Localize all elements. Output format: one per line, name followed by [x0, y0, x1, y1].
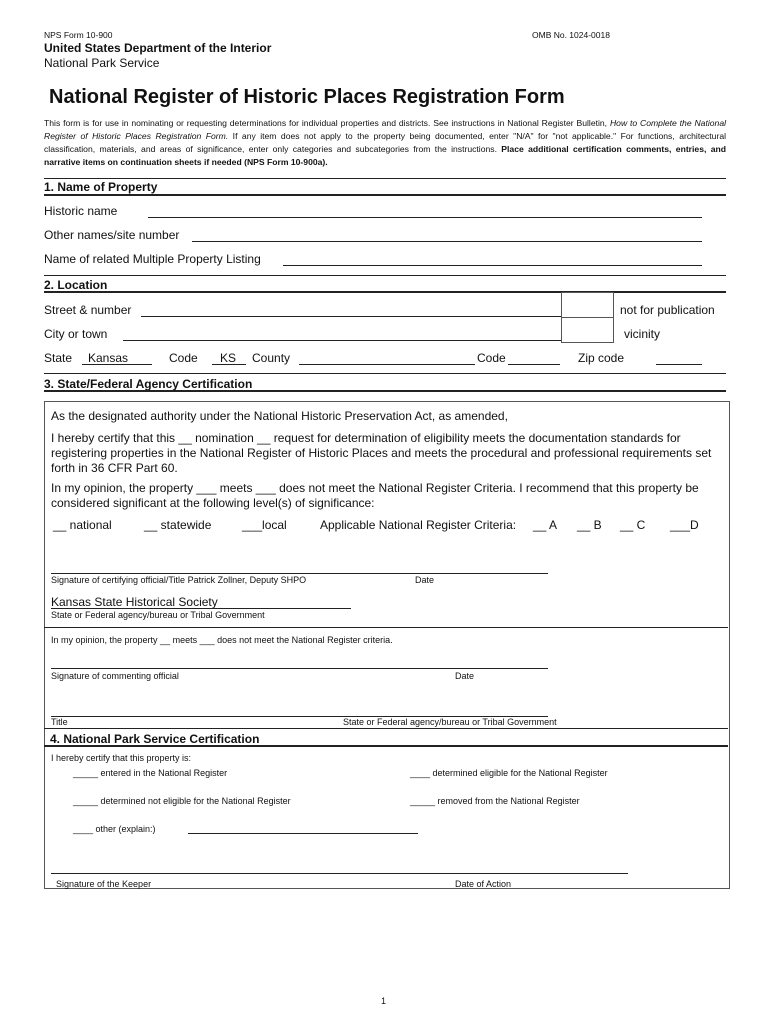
divider — [44, 178, 726, 179]
section-1-title: 1. Name of Property — [44, 180, 158, 194]
vicinity-label: vicinity — [624, 327, 661, 341]
historic-name-field[interactable] — [148, 217, 702, 218]
commenting-opinion: In my opinion, the property __ meets ___ does not meet the National Register criteria. — [51, 635, 393, 645]
street-field[interactable] — [141, 316, 561, 317]
intro-continuation-note: Place additional certification comments, entries, and narrative items on continuation sheets if needed (NPS Form 10-900a). — [44, 144, 726, 167]
agency-label-2: State or Federal agency/bureau or Tribal Government — [343, 717, 557, 727]
intro-part-2: If any item does not apply to the property being documented, enter "N/A" for "not applicable." For functions, architectural classification, materials, and areas of significance, enter only categories and subcategories from the instructions. — [44, 131, 727, 154]
title-label: Title — [51, 717, 68, 727]
authority-statement: As the designated authority under the National Historic Preservation Act, as amended, — [51, 409, 508, 423]
page-number: 1 — [381, 996, 387, 1006]
certify-statement: I hereby certify that this __ nomination __ request for determination of eligibility meets the documentation standards for registering properties in the National Register of Historic Places and meets the procedural and professional requirements set forth in 36 CFR Part 60. — [51, 431, 712, 475]
agency-underline — [51, 608, 351, 609]
department-name: United States Department of the Interior — [44, 41, 272, 55]
not-for-publication-label: not for publication — [620, 303, 715, 317]
other-names-label: Other names/site number — [44, 228, 180, 242]
zip-field[interactable] — [656, 364, 702, 365]
signature-commenting-label: Signature of commenting official — [51, 671, 179, 681]
state-code-value[interactable]: KS — [220, 351, 237, 365]
section-3-title: 3. State/Federal Agency Certification — [44, 377, 253, 391]
state-code-label: Code — [169, 351, 198, 365]
omb-number: OMB No. 1024-0018 — [532, 30, 610, 40]
divider — [44, 275, 726, 276]
divider — [44, 373, 726, 374]
agency-label: State or Federal agency/bureau or Tribal Government — [51, 610, 265, 620]
criteria-c[interactable]: __ C — [620, 518, 646, 532]
criteria-b[interactable]: __ B — [577, 518, 602, 532]
state-value[interactable]: Kansas — [88, 351, 129, 365]
not-eligible-option[interactable]: _____ determined not eligible for the National Register — [73, 796, 291, 806]
other-explain-field[interactable] — [188, 833, 418, 834]
criteria-a[interactable]: __ A — [533, 518, 558, 532]
determined-eligible-option[interactable]: ____ determined eligible for the National Register — [410, 768, 608, 778]
county-code-field[interactable] — [508, 364, 560, 365]
divider — [44, 745, 728, 747]
divider — [44, 291, 726, 293]
intro-part-1: This form is for use in nominating or requesting determinations for individual properties and districts. See instructions in National Register Bulletin, — [44, 118, 608, 128]
historic-name-label: Historic name — [44, 204, 118, 218]
county-field[interactable] — [299, 364, 475, 365]
nps-certify-statement: I hereby certify that this property is: — [51, 753, 192, 763]
county-label: County — [252, 351, 291, 365]
zip-label: Zip code — [578, 351, 625, 365]
intro-bulletin-title: How to Complete the National Register of Historic Places Registration Form. — [44, 118, 727, 141]
divider — [44, 627, 728, 628]
keeper-signature-label: Signature of the Keeper — [56, 879, 152, 889]
street-label: Street & number — [44, 303, 132, 317]
related-listing-label: Name of related Multiple Property Listing — [44, 252, 261, 266]
city-label: City or town — [44, 327, 108, 341]
criteria-label: Applicable National Register Criteria: — [320, 518, 517, 532]
level-national[interactable]: __ national — [53, 518, 112, 532]
level-statewide[interactable]: __ statewide — [144, 518, 212, 532]
date-label: Date — [415, 575, 435, 585]
signature-certifying-line[interactable] — [51, 573, 548, 574]
criteria-d[interactable]: ___D — [670, 518, 699, 532]
opinion-statement: In my opinion, the property ___ meets ___ does not meet the National Register Criteria. I recommend that this property be considered significant at the following level(s) of significance: — [51, 481, 699, 510]
signature-certifying-label: Signature of certifying official/Title Patrick Zollner, Deputy SHPO — [51, 575, 307, 585]
signature-commenting-line[interactable] — [51, 668, 548, 669]
date-of-action-label: Date of Action — [455, 879, 512, 889]
state-underline — [82, 364, 152, 365]
state-label: State — [44, 351, 73, 365]
agency-value[interactable]: Kansas State Historical Society — [51, 595, 218, 609]
county-code-label: Code — [477, 351, 506, 365]
divider — [44, 194, 726, 196]
state-code-underline — [212, 364, 246, 365]
form-number: NPS Form 10-900 — [44, 30, 113, 40]
divider — [44, 390, 726, 392]
keeper-signature-line[interactable] — [51, 873, 628, 874]
intro-text — [44, 117, 726, 169]
section-4-title: 4. National Park Service Certification — [50, 732, 260, 746]
related-listing-field[interactable] — [283, 265, 702, 266]
entered-option[interactable]: _____ entered in the National Register — [73, 768, 228, 778]
divider — [44, 728, 728, 729]
other-names-field[interactable] — [192, 241, 702, 242]
agency-name: National Park Service — [44, 56, 160, 70]
not-for-publication-checkbox[interactable] — [561, 292, 614, 318]
date-label: Date — [455, 671, 475, 681]
level-local[interactable]: ___local — [242, 518, 287, 532]
page-title: National Register of Historic Places Registration Form — [49, 86, 565, 108]
section-2-title: 2. Location — [44, 278, 108, 292]
vicinity-checkbox[interactable] — [561, 317, 614, 343]
city-field[interactable] — [123, 340, 561, 341]
other-option[interactable]: ____ other (explain:) — [73, 824, 156, 834]
removed-option[interactable]: _____ removed from the National Register — [410, 796, 580, 806]
